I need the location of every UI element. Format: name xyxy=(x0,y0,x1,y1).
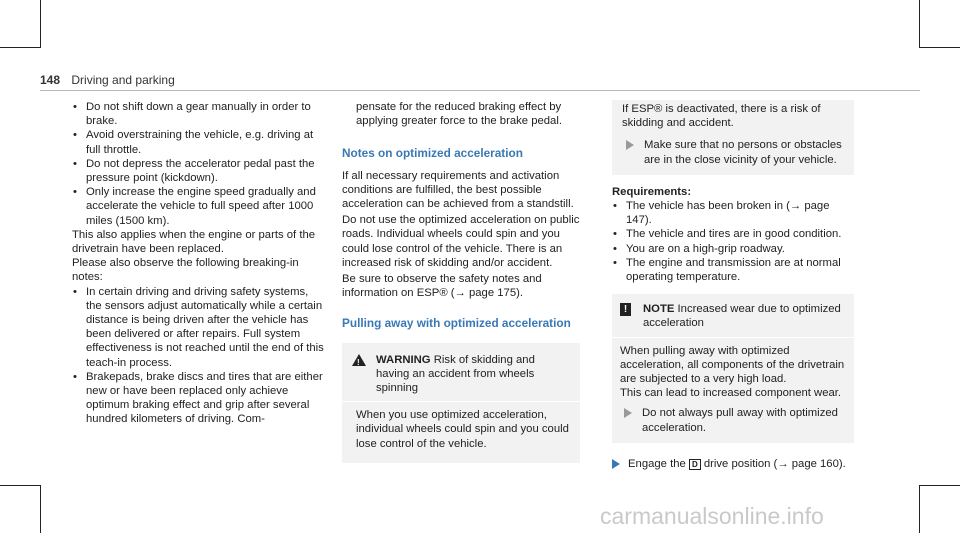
paragraph: This also applies when the engine or parts of the drivetrain have been replaced. xyxy=(72,228,316,256)
action-step xyxy=(620,406,846,434)
warning-triangle-icon: ! xyxy=(352,354,366,366)
step-text xyxy=(628,457,846,471)
list-item: • Do not depress the accelerator pedal past the pressure point (kickdown). xyxy=(72,157,324,185)
heading-notes-optimized-acceleration: Notes on optimized acceleration xyxy=(342,146,523,161)
warning-box-continued xyxy=(612,100,854,175)
column-2 xyxy=(342,100,580,463)
watermark: carmanualsonline.info xyxy=(600,503,824,529)
note-title-block xyxy=(639,302,846,330)
note-paragraph: When pulling away with optimized acceleration, all components of the drivetrain are subjected to a very high load. xyxy=(620,344,845,386)
crop-mark xyxy=(0,47,41,48)
page-number: 148 xyxy=(40,73,61,87)
paragraph: pensate for the reduced braking effect by applying greater force to the brake pedal. xyxy=(356,101,562,128)
list-item: • The vehicle and tires are in good condition. xyxy=(612,227,854,241)
warning-title: Risk of skidding and having an accident from wheels spinning xyxy=(376,353,535,395)
instruction-step xyxy=(612,457,854,471)
list-item: • Only increase the engine speed gradually and accelerate the vehicle to full speed after 1000 miles (1500 km). xyxy=(72,185,324,228)
list-item: • Do not shift down a gear manually in order to brake. xyxy=(72,100,324,128)
list-item: • You are on a high-grip roadway. xyxy=(612,242,854,256)
list-item: • The vehicle has been broken in (→ page 147). xyxy=(612,199,854,227)
list-item: • Avoid overstraining the vehicle, e.g. driving at full throttle. xyxy=(72,128,324,156)
action-step xyxy=(622,138,844,166)
note-paragraph: This can lead to increased component wear. xyxy=(620,387,842,400)
arrow-right-icon xyxy=(612,459,620,469)
note-header xyxy=(620,302,846,330)
drive-position-key: D xyxy=(689,459,701,470)
divider xyxy=(342,401,580,402)
crop-mark xyxy=(919,485,960,486)
step-text-start: Engage the xyxy=(628,457,686,470)
crop-mark xyxy=(0,485,41,486)
warning-label: WARNING xyxy=(376,353,431,366)
warning-body: When you use optimized acceleration, individual wheels could spin and you could lose control of the vehicle. xyxy=(356,409,569,450)
header-rule xyxy=(40,90,920,91)
action-text: Do not always pull away with optimized acceleration. xyxy=(642,407,838,434)
paragraph: If all necessary requirements and activation conditions are fulfilled, the best possible acceleration can be achieved from a standstill. xyxy=(342,169,574,211)
crop-mark xyxy=(40,485,41,533)
crop-mark xyxy=(40,0,41,48)
arrow-right-icon xyxy=(626,140,634,150)
arrow-right-icon xyxy=(624,408,632,418)
section-title: Driving and parking xyxy=(71,73,175,87)
step-text-end: drive position (→ page 160). xyxy=(703,457,846,470)
column-1 xyxy=(72,100,324,427)
warning-box xyxy=(342,343,580,463)
requirements-heading: Requirements: xyxy=(612,185,692,198)
note-box xyxy=(612,294,854,443)
warning-header xyxy=(352,353,570,396)
paragraph: Please also observe the following breaking-in notes: xyxy=(72,257,299,284)
heading-pulling-away: Pulling away with optimized acceleration xyxy=(342,316,571,331)
warning-title-block xyxy=(372,353,570,396)
crop-mark xyxy=(919,485,920,533)
notice-icon: ! xyxy=(620,303,631,316)
crop-mark xyxy=(919,0,920,48)
paragraph: Do not use the optimized acceleration on public roads. Individual wheels could spin and you could lose control of the vehicle. There is an increased risk of skidding and/or accident. xyxy=(342,214,580,269)
paragraph: Be sure to observe the safety notes and information on ESP® (→ page 175). xyxy=(342,273,542,300)
note-label: NOTE xyxy=(643,303,675,316)
divider xyxy=(612,337,854,338)
column-3 xyxy=(612,100,854,471)
requirements-list xyxy=(612,199,854,284)
list-item: • The engine and transmission are at normal operating temperature. xyxy=(612,256,854,284)
crop-mark xyxy=(919,47,960,48)
action-text: Make sure that no persons or obstacles are in the close vicinity of your vehicle. xyxy=(644,139,842,166)
note-title: Increased wear due to optimized acceleration xyxy=(643,303,841,330)
list-item: • In certain driving and driving safety systems, the sensors adjust automatically while a certain distance is being driven after the vehicle has been delivered or after repairs. Full system effectiveness is not reached until the end of this teach-in process. xyxy=(72,285,324,370)
list-item: • Brakepads, brake discs and tires that are either new or have been replaced only achieve optimum braking effect and grip after several hundred kilometers of driving. Com- xyxy=(72,370,324,427)
page-header xyxy=(40,73,175,87)
paragraph: If ESP® is deactivated, there is a risk of skidding and accident. xyxy=(622,103,821,130)
breakin-notes-list xyxy=(72,285,324,427)
breakin-list xyxy=(72,100,324,228)
